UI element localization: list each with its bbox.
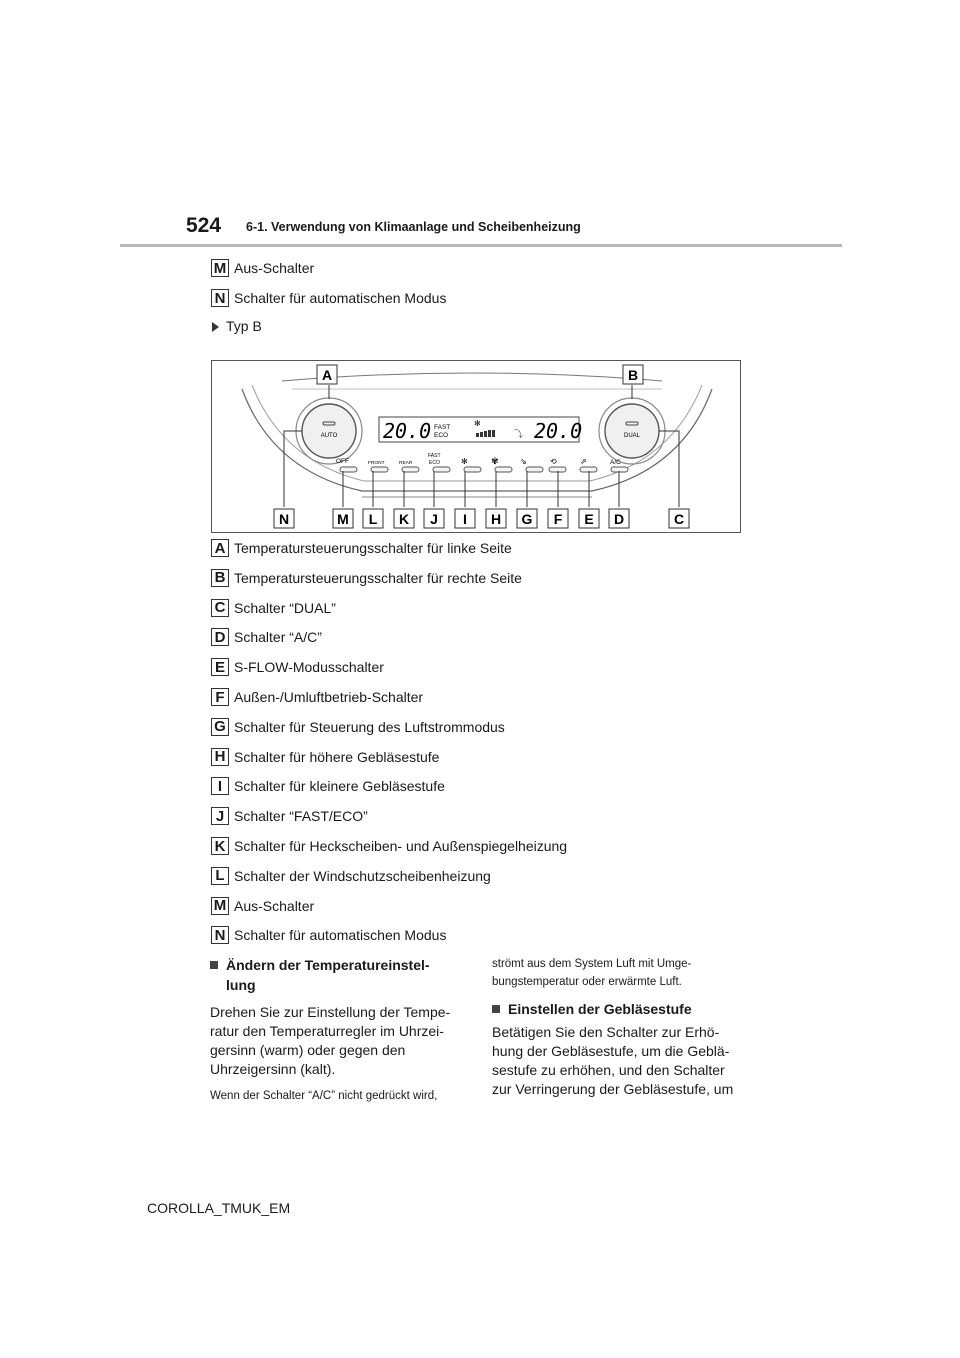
eco-button-label: ECO bbox=[429, 460, 440, 466]
legend-item-text: Schalter der Windschutzscheibenheizung bbox=[234, 867, 491, 884]
letter-badge: D bbox=[211, 628, 229, 646]
legend-item bbox=[211, 776, 445, 796]
note-line: bungstemperatur oder erwärmte Luft. bbox=[492, 976, 682, 988]
legend-item-text: Schalter für Steuerung des Luftstrommodus bbox=[234, 718, 505, 735]
legend-item bbox=[211, 717, 505, 737]
legend-item bbox=[211, 866, 491, 886]
heading-text: Einstellen der Gebläsestufe bbox=[508, 1001, 692, 1017]
temperature-paragraph bbox=[210, 1003, 455, 1079]
legend-item-text: Schalter für automatischen Modus bbox=[234, 927, 447, 944]
square-bullet-icon bbox=[210, 961, 218, 969]
para-line: gersinn (warm) oder gegen den bbox=[210, 1042, 406, 1058]
para-line: sestufe zu erhöhen, und den Schalter bbox=[492, 1062, 725, 1078]
label-i bbox=[455, 509, 475, 528]
label-l bbox=[363, 509, 383, 528]
front-button-label: FRONT bbox=[368, 461, 385, 466]
legend-item bbox=[211, 925, 446, 945]
svg-text:I: I bbox=[463, 511, 467, 527]
list-item bbox=[211, 288, 446, 308]
letter-badge: K bbox=[211, 837, 229, 855]
svg-text:M: M bbox=[337, 511, 349, 527]
legend-item bbox=[211, 627, 322, 647]
legend-item-text: Schalter für höhere Gebläsestufe bbox=[234, 748, 440, 765]
display-right-temp: 20.0 bbox=[534, 419, 583, 443]
dual-button-label: DUAL bbox=[623, 433, 641, 439]
list-item-text: Schalter für automatischen Modus bbox=[234, 290, 447, 306]
svg-text:K: K bbox=[398, 511, 410, 527]
list-item bbox=[211, 258, 314, 278]
note-line: strömt aus dem System Luft mit Umge- bbox=[492, 958, 692, 970]
fast-button-label: FAST bbox=[428, 453, 441, 459]
letter-badge: B bbox=[211, 569, 229, 587]
letter-badge: I bbox=[211, 777, 229, 795]
legend-item bbox=[211, 657, 384, 677]
legend-item-text: Schalter für kleinere Gebläsestufe bbox=[234, 778, 445, 795]
svg-text:✻: ✻ bbox=[474, 419, 481, 428]
letter-badge: L bbox=[211, 867, 229, 885]
svg-text:J: J bbox=[430, 511, 438, 527]
ac-button-label: A/C bbox=[610, 459, 621, 466]
label-n bbox=[274, 509, 294, 528]
para-line: hung der Gebläsestufe, um die Geblä- bbox=[492, 1043, 730, 1059]
svg-text:A: A bbox=[321, 367, 333, 383]
list-item-text: Aus-Schalter bbox=[234, 260, 315, 276]
legend-item bbox=[211, 806, 368, 826]
auto-button-label: AUTO bbox=[320, 433, 338, 439]
label-m bbox=[333, 509, 353, 528]
legend-item-text: S-FLOW-Modusschalter bbox=[234, 659, 384, 676]
svg-text:C: C bbox=[673, 511, 685, 527]
svg-text:D: D bbox=[613, 511, 625, 527]
fan-paragraph bbox=[492, 1023, 752, 1099]
legend-item-text: Schalter “FAST/ECO” bbox=[234, 808, 368, 825]
legend-item-text: Außen-/Umluftbetrieb-Schalter bbox=[234, 689, 424, 705]
legend-item bbox=[211, 687, 423, 707]
letter-badge: C bbox=[211, 599, 229, 617]
letter-badge: A bbox=[211, 539, 229, 557]
airflow-icon: ⇘ bbox=[520, 457, 527, 466]
legend-item-text: Temperatursteuerungsschalter für rechte Seite bbox=[234, 569, 522, 586]
para-line: ratur den Temperaturregler im Uhrzei- bbox=[210, 1023, 444, 1039]
svg-text:H: H bbox=[490, 511, 502, 527]
legend-item bbox=[211, 538, 512, 558]
letter-badge: M bbox=[211, 259, 229, 277]
display-left-temp: 20.0 bbox=[383, 419, 432, 443]
type-label-text: Typ B bbox=[226, 318, 262, 334]
heading-line: Ändern der Temperatureinstel- bbox=[226, 957, 430, 973]
section-heading-fan bbox=[492, 999, 752, 1019]
legend-item-text: Schalter “A/C” bbox=[234, 629, 322, 646]
legend-item-text: Aus-Schalter bbox=[234, 897, 315, 914]
label-b bbox=[623, 365, 643, 384]
label-g bbox=[517, 509, 537, 528]
left-temperature-knob bbox=[302, 404, 356, 458]
rear-button-label: REAR bbox=[399, 461, 413, 466]
svg-text:E: E bbox=[584, 511, 594, 527]
svg-text:N: N bbox=[278, 511, 290, 527]
label-k bbox=[394, 509, 414, 528]
legend-item-text: Schalter “DUAL” bbox=[234, 599, 336, 616]
legend-item-text: Schalter für Heckscheiben- und Außenspiegelheizung bbox=[234, 838, 568, 854]
climate-panel-figure bbox=[211, 360, 741, 533]
left-column bbox=[210, 955, 455, 1105]
label-a bbox=[317, 365, 337, 384]
off-button-label: OFF bbox=[336, 458, 349, 465]
fan-down-icon: ✻ bbox=[461, 457, 468, 466]
legend-item bbox=[211, 598, 336, 618]
legend-item bbox=[211, 747, 439, 767]
letter-badge: N bbox=[211, 926, 229, 944]
para-line: Uhrzeigersinn (kalt). bbox=[210, 1061, 336, 1077]
ac-note-continued bbox=[492, 955, 752, 991]
label-d bbox=[609, 509, 629, 528]
letter-badge: M bbox=[211, 897, 229, 915]
airflow-mode-icon: ⤵ bbox=[514, 430, 524, 440]
svg-text:B: B bbox=[627, 367, 639, 383]
section-heading-temperature bbox=[210, 955, 455, 995]
chapter-title: 6-1. Verwendung von Klimaanlage und Scheibenheizung bbox=[246, 220, 581, 234]
letter-badge: H bbox=[211, 748, 229, 766]
triangle-bullet-icon bbox=[212, 322, 219, 332]
letter-badge: E bbox=[211, 658, 229, 676]
fan-level-icon bbox=[474, 419, 495, 437]
s-flow-icon: ⇗ bbox=[580, 457, 587, 466]
footer-code: COROLLA_TMUK_EM bbox=[147, 1200, 291, 1216]
display-fast: FAST bbox=[434, 424, 451, 431]
fan-up-icon: ✾ bbox=[491, 457, 499, 467]
label-f bbox=[548, 509, 568, 528]
legend-item-text: Temperatursteuerungsschalter für linke Seite bbox=[234, 540, 512, 556]
display-eco: ECO bbox=[434, 432, 449, 439]
letter-badge: G bbox=[211, 718, 229, 736]
para-line: zur Verringerung der Gebläsestufe, um bbox=[492, 1081, 734, 1097]
para-line: Betätigen Sie den Schalter zur Erhö- bbox=[492, 1024, 720, 1040]
svg-text:G: G bbox=[521, 511, 533, 527]
legend-item bbox=[211, 568, 522, 588]
right-column bbox=[492, 955, 752, 1099]
letter-badge: F bbox=[211, 688, 229, 706]
label-h bbox=[486, 509, 506, 528]
legend-item bbox=[211, 836, 567, 856]
label-c bbox=[669, 509, 689, 528]
para-line: Drehen Sie zur Einstellung der Tempe- bbox=[210, 1004, 451, 1020]
header-rule bbox=[120, 244, 842, 247]
legend-item bbox=[211, 896, 314, 916]
ac-note: Wenn der Schalter “A/C” nicht gedrückt wird, bbox=[210, 1090, 438, 1102]
recirculation-icon: ⟲ bbox=[550, 457, 557, 466]
letter-badge: N bbox=[211, 289, 229, 307]
svg-text:L: L bbox=[368, 511, 378, 527]
letter-badge: J bbox=[211, 807, 229, 825]
label-j bbox=[424, 509, 444, 528]
type-label bbox=[212, 318, 262, 334]
heading-line: lung bbox=[226, 977, 256, 993]
label-e bbox=[579, 509, 599, 528]
svg-text:F: F bbox=[553, 511, 563, 527]
climate-panel-illustration bbox=[212, 361, 740, 532]
page-number: 524 bbox=[186, 214, 222, 237]
right-temperature-knob bbox=[605, 404, 659, 458]
square-bullet-icon bbox=[492, 1005, 500, 1013]
